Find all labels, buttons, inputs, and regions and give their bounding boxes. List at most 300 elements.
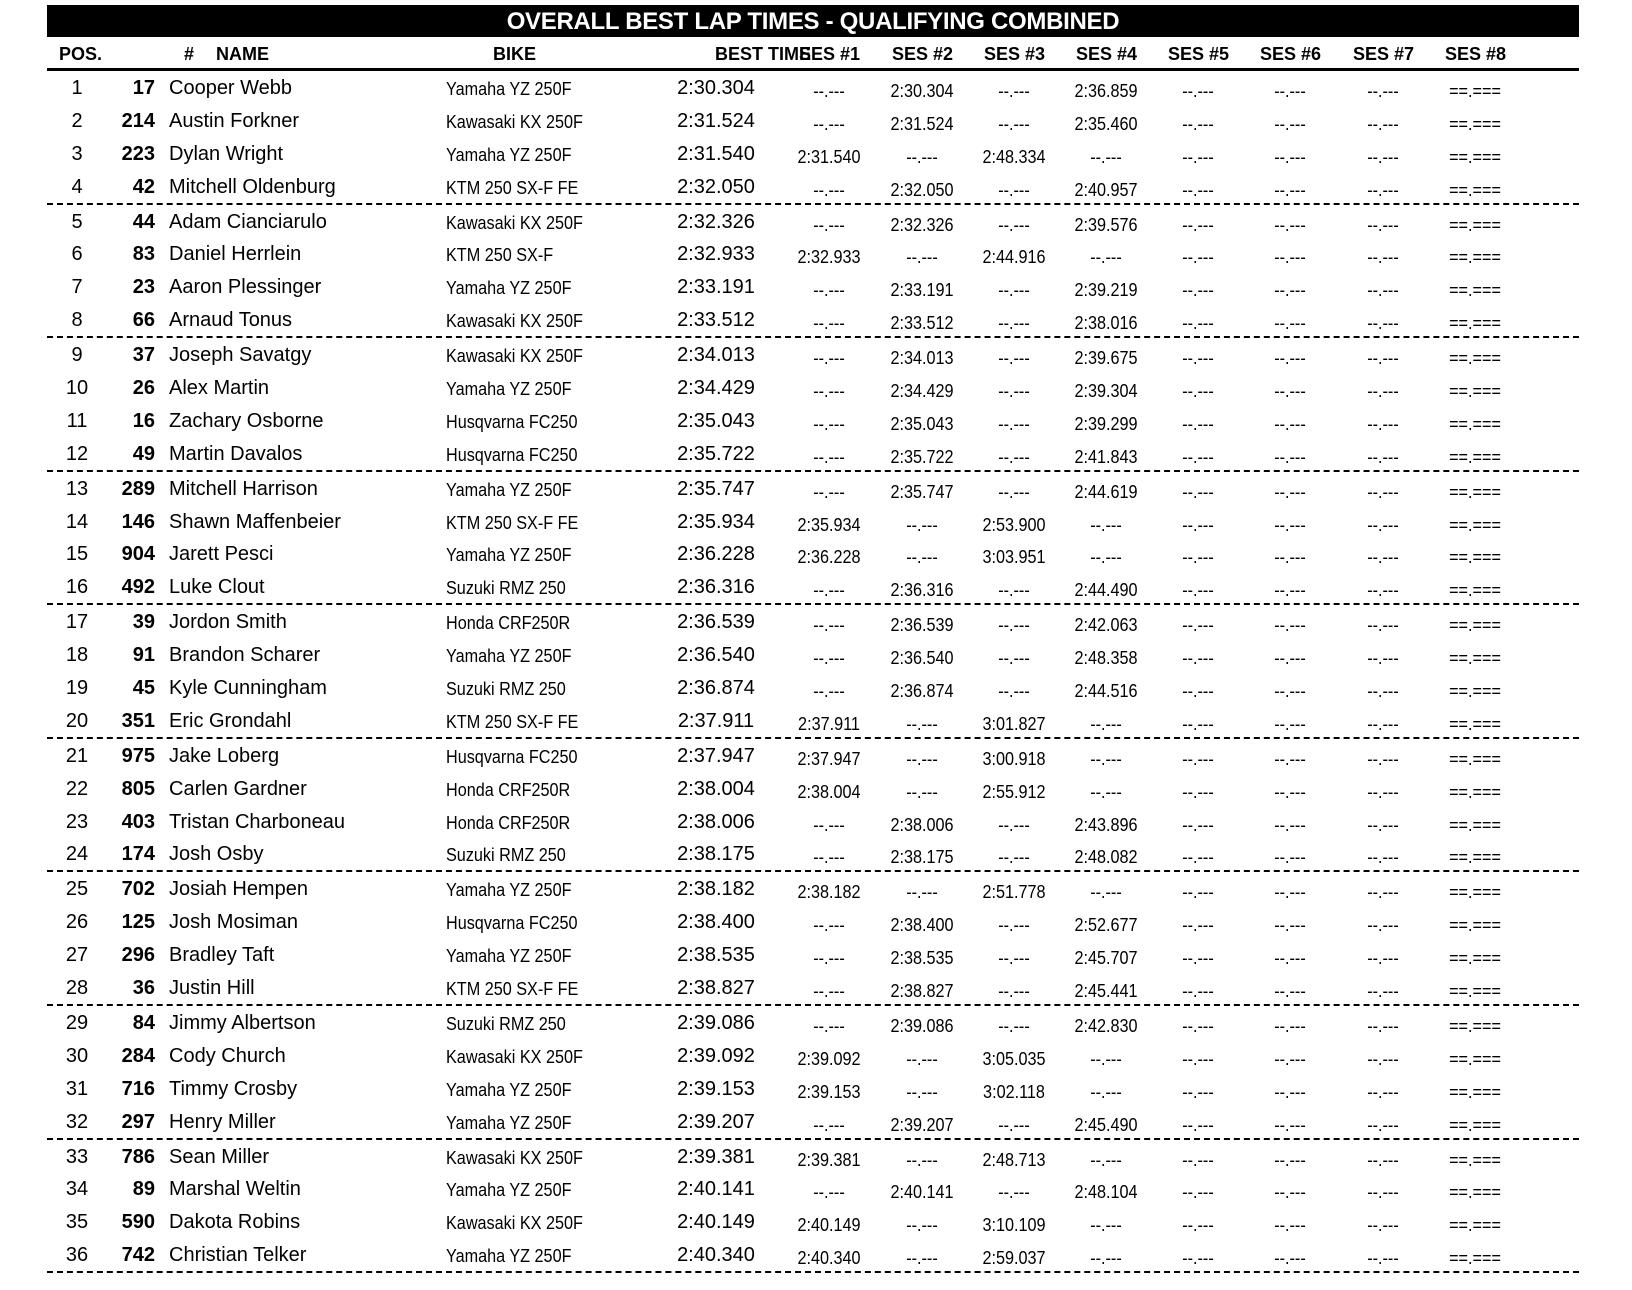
position-cell: 19 (65, 677, 89, 700)
session-8-time-cell: ==.=== (1449, 1248, 1501, 1269)
session-7-time-cell: --.--- (1367, 1114, 1399, 1135)
best-time-cell: 2:35.722 (677, 442, 755, 465)
session-5-time-cell: --.--- (1182, 882, 1214, 903)
session-2-time-cell: --.--- (906, 247, 938, 268)
bike-cell: Husqvarna FC250 (446, 913, 578, 934)
bike-cell: KTM 250 SX-F FE (446, 979, 579, 1000)
best-time-cell: 2:37.947 (677, 744, 755, 767)
session-7-time-cell: --.--- (1367, 247, 1399, 268)
session-1-time-cell: --.--- (813, 313, 845, 334)
session-8-time-cell: ==.=== (1449, 713, 1501, 734)
table-row (47, 837, 1579, 872)
bike-cell: Honda CRF250R (446, 779, 571, 800)
session-3-time-cell: --.--- (998, 179, 1030, 200)
session-4-time-cell: 2:42.830 (1074, 1015, 1138, 1036)
rider-name-cell: Jimmy Albertson (169, 1011, 316, 1034)
bike-cell: Yamaha YZ 250F (446, 278, 572, 299)
bike-cell: Husqvarna FC250 (446, 411, 578, 432)
position-cell: 2 (71, 109, 83, 132)
bike-cell: Husqvarna FC250 (446, 746, 578, 767)
session-8-time-cell: ==.=== (1449, 446, 1501, 467)
position-cell: 21 (65, 744, 89, 767)
rider-name-cell: Jarett Pesci (169, 543, 274, 566)
session-1-time-cell: --.--- (813, 381, 845, 402)
rider-number-cell: 45 (132, 677, 155, 700)
position-cell: 36 (65, 1244, 89, 1267)
session-6-time-cell: --.--- (1274, 981, 1306, 1002)
rider-name-cell: Dakota Robins (169, 1211, 301, 1234)
rider-number-cell: 492 (121, 576, 155, 599)
rider-name-cell: Jordon Smith (169, 611, 287, 634)
session-7-time-cell: --.--- (1367, 814, 1399, 835)
bike-cell: Kawasaki KX 250F (446, 1046, 583, 1067)
position-cell: 34 (65, 1178, 89, 1201)
session-6-time-cell: --.--- (1274, 814, 1306, 835)
position-cell: 20 (65, 709, 89, 732)
table-row (47, 472, 1579, 505)
session-4-time-cell: --.--- (1090, 514, 1122, 535)
session-5-time-cell: --.--- (1182, 681, 1214, 702)
session-1-time-cell: --.--- (813, 413, 845, 434)
session-2-time-cell: --.--- (906, 547, 938, 568)
rider-name-cell: Austin Forkner (169, 109, 300, 132)
header-best-time: BEST TIME (715, 44, 812, 64)
bike-cell: Yamaha YZ 250F (446, 144, 572, 165)
session-1-time-cell: --.--- (813, 681, 845, 702)
best-time-cell: 2:38.175 (677, 843, 755, 866)
best-time-cell: 2:32.933 (677, 243, 755, 266)
session-4-time-cell: --.--- (1090, 547, 1122, 568)
session-2-time-cell: 2:38.006 (890, 814, 954, 835)
session-4-time-cell: 2:44.490 (1074, 580, 1138, 601)
position-cell: 32 (65, 1110, 89, 1133)
table-row (47, 404, 1579, 437)
rider-number-cell: 702 (121, 878, 155, 901)
rider-number-cell: 805 (121, 777, 155, 800)
best-time-cell: 2:38.827 (677, 977, 755, 1000)
session-6-time-cell: --.--- (1274, 81, 1306, 101)
session-5-time-cell: --.--- (1182, 1081, 1214, 1102)
session-5-time-cell: --.--- (1182, 81, 1214, 101)
session-2-time-cell: --.--- (906, 1248, 938, 1269)
table-row (47, 872, 1579, 905)
session-1-time-cell: 2:38.004 (797, 781, 861, 802)
session-5-time-cell: --.--- (1182, 814, 1214, 835)
session-5-time-cell: --.--- (1182, 280, 1214, 301)
bike-cell: KTM 250 SX-F FE (446, 711, 579, 732)
session-3-time-cell: 3:10.109 (982, 1215, 1046, 1236)
session-7-time-cell: --.--- (1367, 1248, 1399, 1269)
rider-number-cell: 44 (132, 210, 155, 233)
session-7-time-cell: --.--- (1367, 547, 1399, 568)
session-1-time-cell: 2:39.381 (797, 1149, 861, 1170)
session-3-time-cell: --.--- (998, 814, 1030, 835)
position-cell: 9 (71, 344, 83, 367)
table-row (47, 137, 1579, 170)
table-row (47, 371, 1579, 404)
rider-name-cell: Timmy Crosby (169, 1077, 298, 1100)
rider-name-cell: Adam Cianciarulo (169, 210, 327, 233)
session-7-time-cell: --.--- (1367, 1182, 1399, 1203)
session-7-time-cell: --.--- (1367, 381, 1399, 402)
rider-name-cell: Kyle Cunningham (169, 677, 327, 700)
bike-cell: Kawasaki KX 250F (446, 1213, 583, 1234)
table-row (47, 1172, 1579, 1205)
session-5-time-cell: --.--- (1182, 1048, 1214, 1069)
rider-number-cell: 83 (132, 243, 155, 266)
best-time-cell: 2:38.182 (677, 878, 755, 901)
rider-name-cell: Henry Miller (169, 1110, 276, 1133)
best-time-cell: 2:39.092 (677, 1044, 755, 1067)
session-4-time-cell: --.--- (1090, 748, 1122, 769)
rider-number-cell: 89 (132, 1178, 155, 1201)
table-row (47, 805, 1579, 838)
best-time-cell: 2:35.043 (677, 409, 755, 432)
session-4-time-cell: --.--- (1090, 781, 1122, 802)
bike-cell: Yamaha YZ 250F (446, 545, 572, 566)
session-2-time-cell: 2:35.747 (890, 481, 954, 502)
header-ses-6: SES #6 (1260, 44, 1322, 64)
session-2-time-cell: --.--- (906, 1081, 938, 1102)
table-row (47, 570, 1579, 605)
session-4-time-cell: --.--- (1090, 1081, 1122, 1102)
position-cell: 1 (71, 77, 83, 99)
session-2-time-cell: 2:30.304 (890, 81, 954, 101)
rider-number-cell: 16 (132, 409, 155, 432)
session-4-time-cell: 2:44.516 (1074, 681, 1138, 702)
report-title: OVERALL BEST LAP TIMES - QUALIFYING COMBINED (47, 5, 1579, 37)
table-row (47, 638, 1579, 671)
session-7-time-cell: --.--- (1367, 214, 1399, 235)
rider-name-cell: Christian Telker (169, 1244, 307, 1267)
rider-name-cell: Daniel Herrlein (169, 243, 302, 266)
session-3-time-cell: --.--- (998, 948, 1030, 969)
session-1-time-cell: --.--- (813, 1015, 845, 1036)
session-2-time-cell: 2:39.207 (890, 1114, 954, 1135)
rider-name-cell: Eric Grondahl (169, 709, 292, 732)
table-row (47, 605, 1579, 638)
rider-name-cell: Sean Miller (169, 1145, 270, 1168)
session-3-time-cell: 3:02.118 (983, 1081, 1045, 1102)
session-8-time-cell: ==.=== (1449, 514, 1501, 535)
rider-number-cell: 23 (132, 276, 155, 299)
rider-number-cell: 716 (121, 1077, 155, 1100)
rider-number-cell: 297 (121, 1110, 155, 1133)
best-time-cell: 2:39.153 (677, 1077, 755, 1100)
position-cell: 10 (65, 377, 89, 400)
session-7-time-cell: --.--- (1367, 413, 1399, 434)
session-2-time-cell: 2:36.539 (890, 615, 954, 636)
session-3-time-cell: --.--- (998, 580, 1030, 601)
session-5-time-cell: --.--- (1182, 514, 1214, 535)
session-8-time-cell: ==.=== (1449, 814, 1501, 835)
table-row (47, 739, 1579, 772)
session-2-time-cell: --.--- (906, 146, 938, 167)
session-8-time-cell: ==.=== (1449, 1149, 1501, 1170)
table-row (47, 772, 1579, 805)
best-time-cell: 2:38.535 (677, 944, 755, 967)
session-6-time-cell: --.--- (1274, 1015, 1306, 1036)
session-1-time-cell: --.--- (813, 481, 845, 502)
session-1-time-cell: 2:35.934 (797, 514, 861, 535)
rider-name-cell: Bradley Taft (169, 944, 275, 967)
session-2-time-cell: --.--- (906, 882, 938, 903)
session-4-time-cell: --.--- (1090, 1149, 1122, 1170)
table-row (47, 938, 1579, 971)
session-3-time-cell: --.--- (998, 681, 1030, 702)
session-8-time-cell: ==.=== (1449, 1114, 1501, 1135)
session-6-time-cell: --.--- (1274, 214, 1306, 235)
session-4-time-cell: 2:41.843 (1074, 446, 1138, 467)
bike-cell: Yamaha YZ 250F (446, 1180, 572, 1201)
session-3-time-cell: 2:55.912 (982, 781, 1046, 802)
session-2-time-cell: --.--- (906, 1149, 938, 1170)
best-time-cell: 2:39.207 (677, 1110, 755, 1133)
session-8-time-cell: ==.=== (1449, 1048, 1501, 1069)
session-2-time-cell: 2:40.141 (890, 1182, 954, 1203)
session-1-time-cell: --.--- (813, 648, 845, 669)
session-6-time-cell: --.--- (1274, 146, 1306, 167)
session-5-time-cell: --.--- (1182, 348, 1214, 369)
rider-number-cell: 296 (121, 944, 155, 967)
session-5-time-cell: --.--- (1182, 1215, 1214, 1236)
session-5-time-cell: --.--- (1182, 313, 1214, 334)
session-4-time-cell: 2:39.219 (1074, 280, 1138, 301)
session-3-time-cell: 2:44.916 (982, 247, 1046, 268)
bike-cell: Yamaha YZ 250F (446, 946, 572, 967)
rider-name-cell: Joseph Savatgy (169, 344, 312, 367)
session-5-time-cell: --.--- (1182, 446, 1214, 467)
table-row (47, 437, 1579, 472)
session-3-time-cell: 3:01.827 (982, 713, 1046, 734)
table-row (47, 505, 1579, 538)
session-6-time-cell: --.--- (1274, 847, 1306, 868)
session-5-time-cell: --.--- (1182, 748, 1214, 769)
session-7-time-cell: --.--- (1367, 446, 1399, 467)
session-7-time-cell: --.--- (1367, 280, 1399, 301)
session-7-time-cell: --.--- (1367, 179, 1399, 200)
best-time-cell: 2:38.004 (677, 777, 755, 800)
bike-cell: KTM 250 SX-F FE (446, 177, 579, 198)
session-5-time-cell: --.--- (1182, 1114, 1214, 1135)
session-4-time-cell: 2:48.104 (1074, 1182, 1138, 1203)
session-4-time-cell: 2:43.896 (1074, 814, 1138, 835)
session-8-time-cell: ==.=== (1449, 915, 1501, 936)
session-5-time-cell: --.--- (1182, 214, 1214, 235)
session-4-time-cell: --.--- (1090, 146, 1122, 167)
table-row (47, 71, 1579, 104)
position-cell: 27 (65, 944, 89, 967)
session-1-time-cell: --.--- (813, 580, 845, 601)
best-time-cell: 2:33.191 (677, 276, 755, 299)
best-time-cell: 2:31.540 (677, 142, 755, 165)
table-row (47, 971, 1579, 1006)
table-row (47, 1006, 1579, 1039)
session-3-time-cell: --.--- (998, 615, 1030, 636)
session-8-time-cell: ==.=== (1449, 1215, 1501, 1236)
bike-cell: KTM 250 SX-F FE (446, 512, 579, 533)
header-pos: POS. (59, 44, 103, 64)
position-cell: 22 (65, 777, 89, 800)
rider-number-cell: 786 (121, 1145, 155, 1168)
rider-name-cell: Josh Mosiman (169, 911, 298, 934)
session-8-time-cell: ==.=== (1449, 580, 1501, 601)
session-7-time-cell: --.--- (1367, 615, 1399, 636)
session-2-time-cell: 2:39.086 (890, 1015, 954, 1036)
position-cell: 28 (65, 977, 89, 1000)
session-4-time-cell: 2:39.299 (1074, 413, 1138, 434)
session-1-time-cell: 2:37.947 (797, 748, 861, 769)
bike-cell: Honda CRF250R (446, 812, 571, 833)
session-8-time-cell: ==.=== (1449, 413, 1501, 434)
position-cell: 13 (65, 477, 89, 500)
best-time-cell: 2:40.149 (677, 1211, 755, 1234)
best-time-cell: 2:36.316 (677, 576, 755, 599)
session-3-time-cell: --.--- (998, 481, 1030, 502)
best-time-cell: 2:34.429 (677, 377, 755, 400)
session-7-time-cell: --.--- (1367, 146, 1399, 167)
session-2-time-cell: --.--- (906, 1215, 938, 1236)
rider-number-cell: 146 (121, 510, 155, 533)
session-3-time-cell: --.--- (998, 313, 1030, 334)
session-3-time-cell: --.--- (998, 81, 1030, 101)
session-3-time-cell: 2:48.713 (982, 1149, 1046, 1170)
session-1-time-cell: --.--- (813, 280, 845, 301)
session-4-time-cell: 2:36.859 (1074, 81, 1138, 101)
table-row (47, 270, 1579, 303)
session-1-time-cell: --.--- (813, 847, 845, 868)
session-6-time-cell: --.--- (1274, 948, 1306, 969)
rider-number-cell: 351 (121, 709, 155, 732)
session-2-time-cell: 2:38.827 (890, 981, 954, 1002)
table-row (47, 671, 1579, 704)
session-6-time-cell: --.--- (1274, 580, 1306, 601)
rider-name-cell: Dylan Wright (169, 142, 284, 165)
session-1-time-cell: 2:31.540 (797, 146, 861, 167)
session-5-time-cell: --.--- (1182, 413, 1214, 434)
session-3-time-cell: --.--- (998, 1182, 1030, 1203)
session-7-time-cell: --.--- (1367, 882, 1399, 903)
session-3-time-cell: --.--- (998, 847, 1030, 868)
session-5-time-cell: --.--- (1182, 713, 1214, 734)
best-time-cell: 2:34.013 (677, 344, 755, 367)
table-row (47, 704, 1579, 739)
session-5-time-cell: --.--- (1182, 580, 1214, 601)
session-4-time-cell: 2:48.358 (1074, 648, 1138, 669)
position-cell: 25 (65, 878, 89, 901)
session-7-time-cell: --.--- (1367, 514, 1399, 535)
session-8-time-cell: ==.=== (1449, 981, 1501, 1002)
session-3-time-cell: --.--- (998, 446, 1030, 467)
table-row (47, 1238, 1579, 1273)
position-cell: 30 (65, 1044, 89, 1067)
best-time-cell: 2:40.340 (677, 1244, 755, 1267)
session-8-time-cell: ==.=== (1449, 648, 1501, 669)
session-6-time-cell: --.--- (1274, 1215, 1306, 1236)
session-7-time-cell: --.--- (1367, 113, 1399, 134)
table-row (47, 1205, 1579, 1238)
session-4-time-cell: 2:39.675 (1074, 348, 1138, 369)
best-time-cell: 2:36.874 (677, 677, 755, 700)
header-ses-3: SES #3 (984, 44, 1046, 64)
session-5-time-cell: --.--- (1182, 948, 1214, 969)
position-cell: 26 (65, 911, 89, 934)
session-5-time-cell: --.--- (1182, 1015, 1214, 1036)
session-5-time-cell: --.--- (1182, 615, 1214, 636)
position-cell: 6 (71, 243, 83, 266)
session-1-time-cell: --.--- (813, 615, 845, 636)
rider-number-cell: 284 (121, 1044, 155, 1067)
session-6-time-cell: --.--- (1274, 882, 1306, 903)
session-1-time-cell: --.--- (813, 113, 845, 134)
session-2-time-cell: 2:36.316 (890, 580, 954, 601)
session-6-time-cell: --.--- (1274, 413, 1306, 434)
session-6-time-cell: --.--- (1274, 1114, 1306, 1135)
session-1-time-cell: 2:39.092 (797, 1048, 861, 1069)
session-4-time-cell: 2:48.082 (1074, 847, 1138, 868)
header-ses-1: SES #1 (799, 44, 861, 64)
session-1-time-cell: --.--- (813, 179, 845, 200)
session-8-time-cell: ==.=== (1449, 481, 1501, 502)
session-3-time-cell: --.--- (998, 648, 1030, 669)
session-4-time-cell: --.--- (1090, 247, 1122, 268)
rider-name-cell: Josiah Hempen (169, 878, 308, 901)
session-1-time-cell: 2:36.228 (797, 547, 861, 568)
session-1-time-cell: 2:40.149 (797, 1215, 861, 1236)
rider-number-cell: 66 (132, 309, 155, 332)
session-8-time-cell: ==.=== (1449, 146, 1501, 167)
rider-number-cell: 223 (121, 142, 155, 165)
session-1-time-cell: --.--- (813, 1114, 845, 1135)
session-8-time-cell: ==.=== (1449, 247, 1501, 268)
session-3-time-cell: 3:03.951 (982, 547, 1046, 568)
rider-name-cell: Alex Martin (169, 377, 270, 400)
bike-cell: Suzuki RMZ 250 (446, 679, 566, 700)
best-time-cell: 2:36.228 (677, 543, 755, 566)
rider-number-cell: 174 (121, 843, 155, 866)
session-2-time-cell: --.--- (906, 781, 938, 802)
session-7-time-cell: --.--- (1367, 1015, 1399, 1036)
rider-name-cell: Shawn Maffenbeier (169, 510, 341, 533)
rider-number-cell: 975 (121, 744, 155, 767)
session-2-time-cell: --.--- (906, 1048, 938, 1069)
session-3-time-cell: 2:51.778 (982, 882, 1046, 903)
session-3-time-cell: --.--- (998, 113, 1030, 134)
session-6-time-cell: --.--- (1274, 481, 1306, 502)
rider-number-cell: 26 (132, 377, 155, 400)
session-4-time-cell: --.--- (1090, 1248, 1122, 1269)
session-4-time-cell: 2:42.063 (1074, 615, 1138, 636)
bike-cell: Kawasaki KX 250F (446, 212, 583, 233)
table-row (47, 205, 1579, 238)
session-4-time-cell: --.--- (1090, 713, 1122, 734)
session-7-time-cell: --.--- (1367, 781, 1399, 802)
session-5-time-cell: --.--- (1182, 113, 1214, 134)
session-6-time-cell: --.--- (1274, 547, 1306, 568)
best-time-cell: 2:36.540 (677, 644, 755, 667)
session-6-time-cell: --.--- (1274, 514, 1306, 535)
session-5-time-cell: --.--- (1182, 648, 1214, 669)
position-cell: 5 (71, 210, 83, 233)
session-8-time-cell: ==.=== (1449, 214, 1501, 235)
session-7-time-cell: --.--- (1367, 847, 1399, 868)
session-1-time-cell: 2:39.153 (797, 1081, 861, 1102)
session-6-time-cell: --.--- (1274, 915, 1306, 936)
session-6-time-cell: --.--- (1274, 615, 1306, 636)
session-3-time-cell: 2:53.900 (982, 514, 1046, 535)
session-2-time-cell: 2:31.524 (890, 113, 954, 134)
session-4-time-cell: --.--- (1090, 1048, 1122, 1069)
